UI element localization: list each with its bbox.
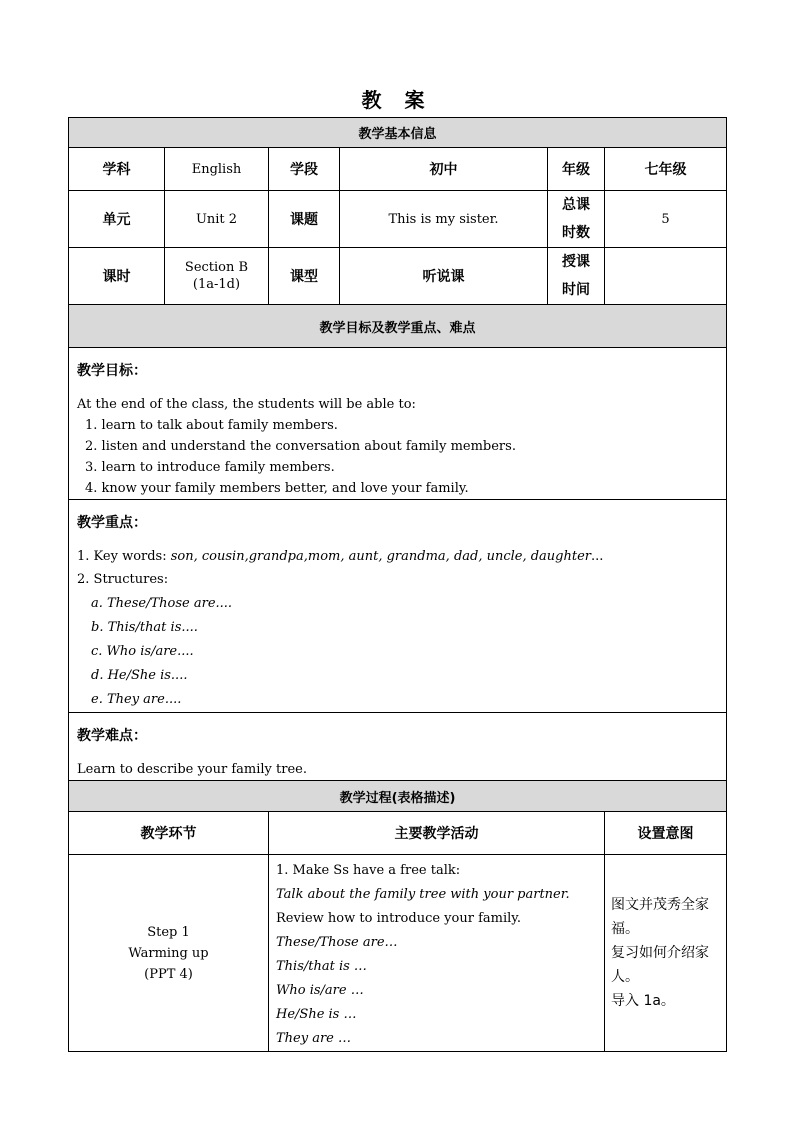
- step1-activities-cell: [269, 855, 605, 1052]
- difficult-points-cell: [69, 713, 727, 781]
- structure-item: a. These/Those are....: [91, 596, 233, 611]
- goal-item: 2. listen and understand the conversation about family members.: [85, 439, 516, 454]
- activity-line: 1. Make Ss have a free talk:: [276, 863, 461, 878]
- objectives-header: 教学目标及教学重点、难点: [69, 305, 727, 348]
- period-label: 课时: [69, 248, 165, 305]
- stage-value: 初中: [340, 148, 548, 191]
- key-words-prefix: 1. Key words:: [77, 549, 171, 564]
- step1-name-line1: Step 1: [147, 924, 190, 940]
- structure-item: c. Who is/are....: [91, 644, 194, 659]
- activity-line: They are …: [276, 1031, 352, 1046]
- process-header: 教学过程(表格描述): [69, 781, 727, 812]
- intent-line: 图文并茂秀全家福。: [611, 897, 709, 937]
- activity-line: Who is/are …: [276, 983, 364, 998]
- subject-label: 学科: [69, 148, 165, 191]
- grade-label: 年级: [548, 148, 605, 191]
- col-main-activities: 主要教学活动: [269, 812, 605, 855]
- period-value-line2: (1a-1d): [192, 277, 241, 292]
- activity-line: Review how to introduce your family.: [276, 911, 522, 926]
- difficult-points-title: 教学难点：: [77, 728, 147, 744]
- intent-line: 导入 1a。: [611, 993, 675, 1009]
- class-time-label: [548, 248, 605, 305]
- stage-label: 学段: [269, 148, 340, 191]
- structure-item: e. They are....: [91, 692, 182, 707]
- subject-value: English: [165, 148, 269, 191]
- difficult-points-text: Learn to describe your family tree.: [77, 762, 307, 777]
- unit-label: 单元: [69, 191, 165, 248]
- key-words-suffix: ...: [591, 549, 604, 564]
- structure-item: d. He/She is....: [91, 668, 188, 683]
- key-words-line: [77, 546, 718, 567]
- step1-intent-cell: [605, 855, 727, 1052]
- document-title: 教 案: [361, 88, 433, 112]
- activity-line: This/that is …: [276, 959, 367, 974]
- class-time-label-line1: 授课: [562, 254, 590, 270]
- period-value: [165, 248, 269, 305]
- lesson-plan-table: [68, 117, 727, 1052]
- activity-line: These/Those are…: [276, 935, 398, 950]
- topic-value: This is my sister.: [340, 191, 548, 248]
- step1-stage-cell: [69, 855, 269, 1052]
- lesson-type-label: 课型: [269, 248, 340, 305]
- total-hours-label: [548, 191, 605, 248]
- col-design-intent: 设置意图: [605, 812, 727, 855]
- total-hours-label-line1: 总课: [562, 197, 590, 213]
- unit-value: Unit 2: [165, 191, 269, 248]
- class-time-label-line2: 时间: [562, 282, 590, 298]
- teaching-goals-intro: At the end of the class, the students will be able to:: [77, 397, 416, 412]
- step1-name-line2: Warming up: [128, 945, 209, 961]
- lesson-type-value: 听说课: [340, 248, 548, 305]
- key-points-cell: [69, 500, 727, 713]
- goal-item: 1. learn to talk about family members.: [85, 418, 338, 433]
- key-points-title: 教学重点：: [77, 515, 147, 531]
- grade-value: 七年级: [605, 148, 727, 191]
- basic-info-header: 教学基本信息: [69, 118, 727, 148]
- teaching-goals-title: 教学目标：: [77, 363, 147, 379]
- teaching-goals-cell: [69, 348, 727, 500]
- structures-label: 2. Structures:: [77, 572, 169, 587]
- step1-name-line3: (PPT 4): [144, 966, 193, 982]
- total-hours-label-line2: 时数: [562, 225, 590, 241]
- key-words: son, cousin,grandpa,mom, aunt, grandma, dad, uncle, daughter: [170, 549, 592, 564]
- class-time-value: [605, 248, 727, 305]
- topic-label: 课题: [269, 191, 340, 248]
- intent-line: 复习如何介绍家人。: [611, 945, 709, 985]
- structure-item: b. This/that is....: [91, 620, 198, 635]
- col-teaching-stage: 教学环节: [69, 812, 269, 855]
- goal-item: 3. learn to introduce family members.: [85, 460, 335, 475]
- activity-line: Talk about the family tree with your partner.: [276, 887, 570, 902]
- period-value-line1: Section B: [184, 260, 249, 275]
- activity-line: He/She is …: [276, 1007, 357, 1022]
- goal-item: 4. know your family members better, and love your family.: [85, 481, 469, 496]
- total-hours-value: 5: [605, 191, 727, 248]
